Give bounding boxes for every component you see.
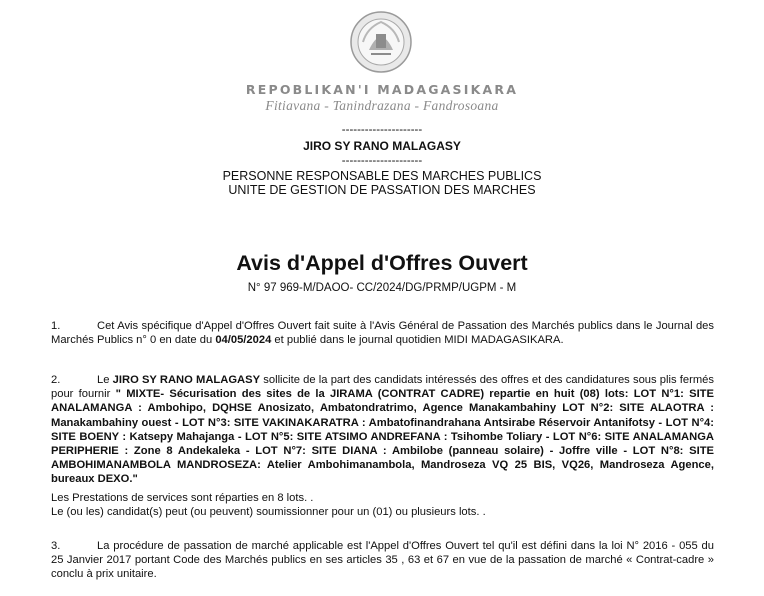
contract-object: " MIXTE- Sécurisation des sites de la JIRAMA (CONTRAT CADRE) repartie en huit (08) lots: LOT N°1: SITE ANALAMANGA : Ambohipo, DQHSE Anosizato, Ambatondratrimo, Agence Manakambahiny LOT N°2: SITE ALAOTRA : Manakambahiny ouest - LOT N°3: SITE VAKINAKARATRA : Ambatofinandrahana Antsirabe Réservoir Antanifotsy - LOT N°4: SITE BOENY : Katsepy Mahajanga - LOT N°5: SITE ATSIMO ANDREFANA : Tsihombe Toliary - LOT N°6: SITE ANALAMANGA PERIPHERIE : Zone 8 Andekaleka - LOT N°7: SITE DIANA : Ambilobe (panneau solaire) - Joffre ville - LOT N°8: SITE AMBOHIMANAMBOLA MANDROSEZA: Atelier Ambohimanambola, Mandroseza VQ 25 BIS, VQ26, Mandroseza Agence, bureaux DEXO." [51, 388, 714, 486]
paragraph-text: sollicite de la part des candidats intéressés des offres et des candidatures sous plis fermés pour fournir [51, 374, 714, 401]
ugpm-line: UNITE DE GESTION DE PASSATION DES MARCHES [228, 183, 536, 197]
paragraph-text: Cet Avis spécifique d'Appel d'Offres Ouvert fait suite à l'Avis Général de Passation des Marchés publics dans le Journal des Marchés Publics n° 0 en date du [51, 320, 714, 347]
paragraph-2 [51, 373, 714, 487]
organization-name: JIRO SY RANO MALAGASY [303, 139, 461, 153]
paragraph-text: La procédure de passation de marché applicable est l'Appel d'Offres Ouvert tel qu'il est défini dans la loi N° 2016 - 055 du 25 Janvier 2017 portant Code des Marchés publics en ses articles 35 , 63 et 67 en vue de la passation de marché « Contrat-cadre » conclu à prix unitaire. [51, 540, 714, 581]
lots-note [51, 491, 714, 519]
paragraph-number: 2. [51, 374, 61, 386]
lots-count-line: Les Prestations de services sont réparties en 8 lots. . [51, 492, 314, 504]
lots-bidding-line: Le (ou les) candidat(s) peut (ou peuvent) soumissionner pour un (01) ou plusieurs lots. . [51, 506, 486, 519]
paragraph-number: 3. [51, 540, 61, 552]
paragraph-text: Le [97, 374, 113, 386]
republic-motto: Fitiavana - Tanindrazana - Fandrosoana [265, 98, 499, 113]
document-title: Avis d'Appel d'Offres Ouvert [236, 251, 528, 275]
organization-name: JIRO SY RANO MALAGASY [112, 374, 261, 386]
paragraph-text: et publié dans le journal quotidien MIDI MADAGASIKARA. [271, 334, 564, 347]
paragraph-3 [51, 539, 714, 582]
national-seal-icon [349, 10, 413, 74]
document-reference: N° 97 969-M/DAOO- CC/2024/DG/PRMP/UGPM - M [247, 282, 517, 294]
prmp-line: PERSONNE RESPONSABLE DES MARCHES PUBLICS [222, 169, 542, 183]
paragraph-1 [51, 319, 714, 347]
paragraph-number: 1. [51, 320, 61, 332]
publication-date: 04/05/2024 [215, 334, 272, 347]
divider: --------------------- [341, 124, 423, 136]
republic-name: REPOBLIKAN'I MADAGASIKARA [245, 82, 519, 97]
divider: --------------------- [341, 155, 423, 167]
